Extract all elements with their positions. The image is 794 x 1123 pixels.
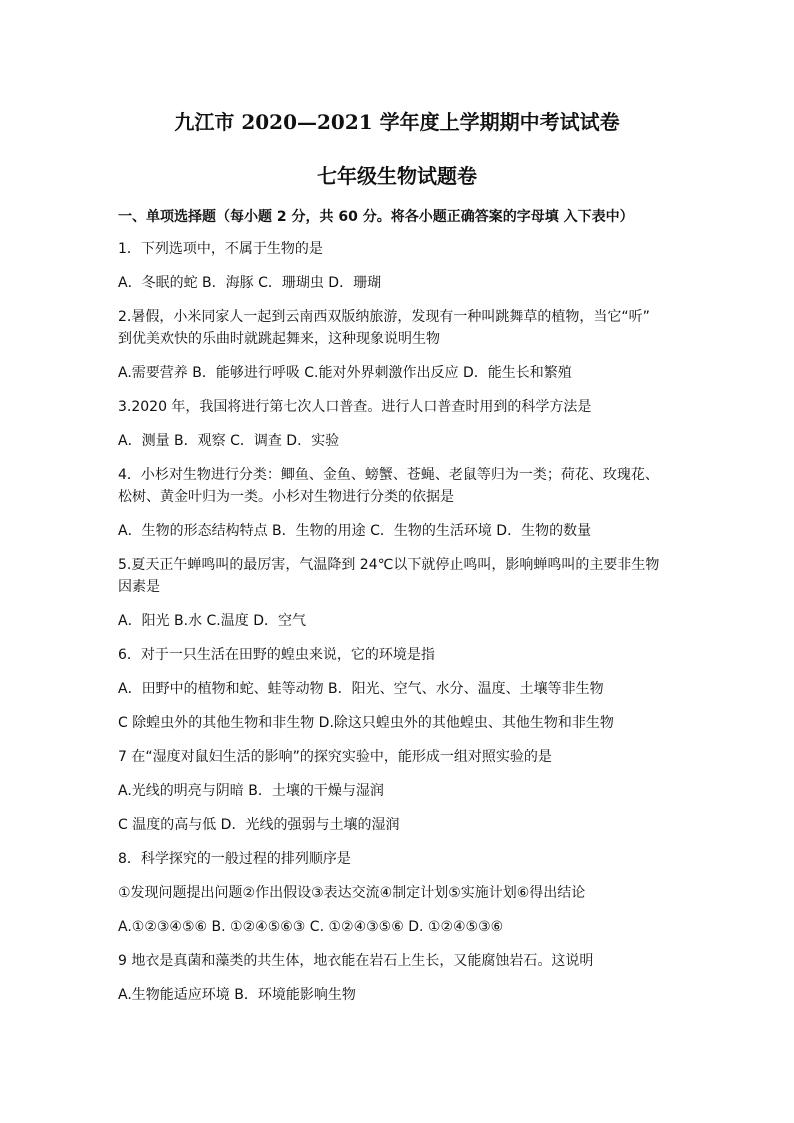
question-line: 5.夏天正午蝉鸣叫的最厉害，气温降到 24℃以下就停止鸣叫，影响蝉鸣叫的主要非生物: [118, 557, 660, 573]
question-line: 4．小杉对生物进行分类：鲫鱼、金鱼、螃蟹、苍蝇、老鼠等归为一类；荷花、玫瑰花、: [118, 467, 659, 483]
question-line: C 除蝗虫外的其他生物和非生物 D.除这只蝗虫外的其他蝗虫、其他生物和非生物: [118, 715, 614, 731]
question-line: 到优美欢快的乐曲时就跳起舞来，这种现象说明生物: [118, 331, 440, 347]
question-line: A.生物能适应环境 B．环境能影响生物: [118, 987, 356, 1003]
question-line: A.光线的明亮与阴暗 B．土壤的干燥与湿润: [118, 783, 384, 799]
question-line: ①发现问题提出问题②作出假设③表达交流④制定计划⑤实施计划⑥得出结论: [118, 885, 586, 901]
exam-title: 九江市 2020—2021 学年度上学期期中考试试卷: [174, 110, 620, 134]
question-line: 9 地衣是真菌和藻类的共生体，地衣能在岩石上生长，又能腐蚀岩石。这说明: [118, 953, 594, 969]
question-line: A．田野中的植物和蛇、蛙等动物 B．阳光、空气、水分、温度、土壤等非生物: [118, 681, 604, 697]
question-line: A.需要营养 B．能够进行呼吸 C.能对外界刺激作出反应 D．能生长和繁殖: [118, 365, 572, 381]
question-line: 6．对于一只生活在田野的蝗虫来说，它的环境是指: [118, 647, 435, 663]
question-line: 7 在“湿度对鼠妇生活的影响”的探究实验中，能形成一组对照实验的是: [118, 749, 552, 765]
question-line: A．冬眠的蛇 B．海豚 C．珊瑚虫 D．珊瑚: [118, 275, 382, 291]
question-line: 因素是: [118, 579, 160, 595]
question-line: C 温度的高与低 D．光线的强弱与土壤的湿润: [118, 817, 400, 833]
question-line: A．测量 B．观察 C．调查 D．实验: [118, 433, 340, 449]
question-line: A．阳光 B.水 C.温度 D．空气: [118, 613, 306, 629]
question-line: 2.暑假，小米同家人一起到云南西双版纳旅游，发现有一种叫跳舞草的植物，当它“听”: [118, 309, 650, 325]
question-line: 松树、黄金叶归为一类。小杉对生物进行分类的依据是: [118, 489, 454, 505]
question-line: A.①②③④⑤⑥ B. ①②④⑤⑥③ C. ①②④③⑤⑥ D. ①②④⑤③⑥: [118, 919, 504, 935]
exam-subtitle: 七年级生物试题卷: [317, 164, 477, 188]
question-line: 8．科学探究的一般过程的排列顺序是: [118, 851, 351, 867]
question-line: 3.2020 年，我国将进行第七次人口普查。进行人口普查时用到的科学方法是: [118, 399, 592, 415]
question-line: 1．下列选项中，不属于生物的是: [118, 241, 323, 257]
question-line: A．生物的形态结构特点 B．生物的用途 C．生物的生活环境 D．生物的数量: [118, 523, 592, 539]
section-heading: 一、单项选择题（每小题 2 分，共 60 分。将各小题正确答案的字母填 入下表中）: [118, 209, 634, 225]
